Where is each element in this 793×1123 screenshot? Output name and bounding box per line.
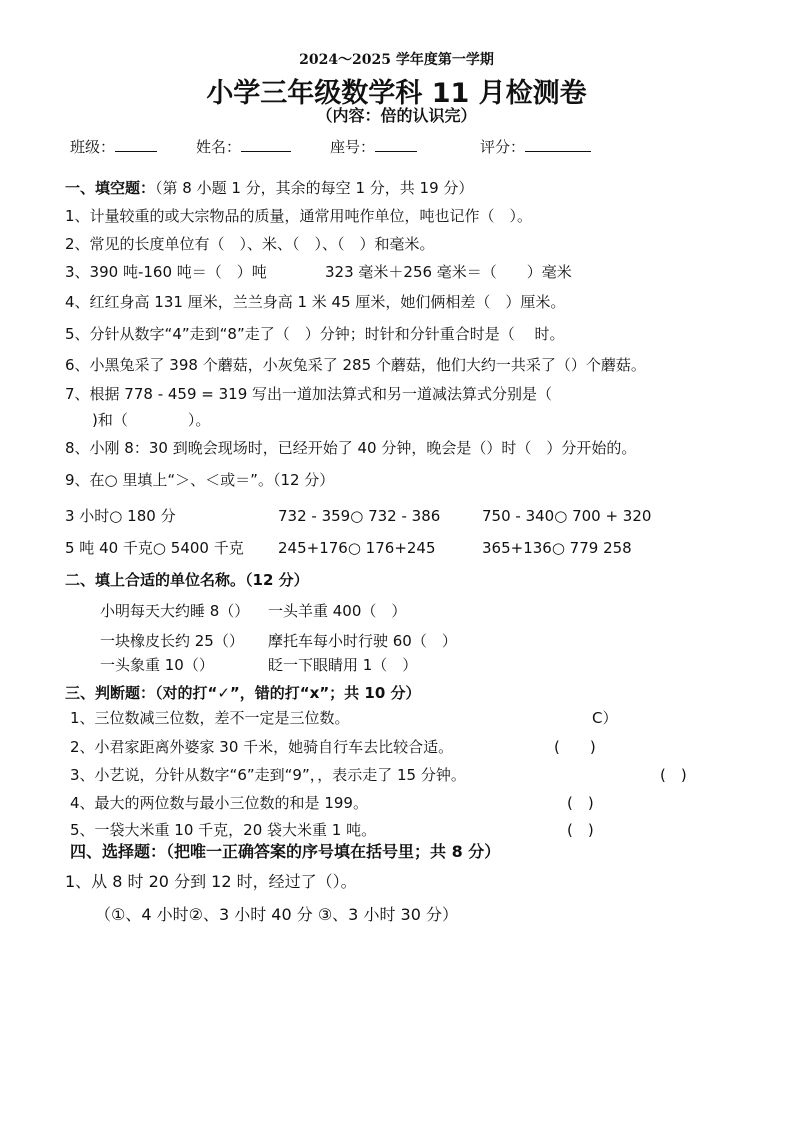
class-field[interactable]: [70, 137, 157, 157]
section-1-heading: 一、填空题：: [65, 179, 156, 197]
s2-item-5: 一头象重 10（）: [100, 656, 214, 674]
s3-answer-4: ( ): [567, 794, 594, 812]
page-subtitle: （内容：倍的认识完）: [316, 106, 477, 125]
score-field[interactable]: [480, 137, 591, 157]
page-title: 小学三年级数学科 11 月检测卷: [206, 78, 587, 109]
s1-question-3b: 323 毫米＋256 毫米＝（ ）毫米: [325, 263, 572, 281]
s3-answer-1: C）: [592, 709, 618, 727]
s4-options: （①、4 小时②、3 小时 40 分 ③、3 小时 30 分）: [95, 905, 458, 924]
class-blank: [115, 137, 157, 152]
compare-item-3: 750 - 340○ 700 + 320: [482, 507, 652, 525]
s1-question-2: 2、常见的长度单位有（ ）、米、（ ）、（ ）和毫米。: [65, 235, 435, 253]
seat-field[interactable]: [330, 137, 417, 157]
section-4-heading: 四、选择题：（把唯一正确答案的序号填在括号里；共 8 分）: [70, 842, 501, 861]
s3-answer-2: ( ): [554, 738, 596, 756]
score-label: 评分：: [480, 138, 526, 156]
s3-question-1: 1、三位数减三位数，差不一定是三位数。: [70, 709, 350, 727]
s1-question-3a: 3、390 吨-160 吨＝（ ）吨: [65, 263, 267, 281]
s4-question-1: 1、从 8 时 20 分到 12 时，经过了（）。: [65, 872, 357, 891]
term-line: 2024～2025 学年度第一学期: [299, 52, 494, 68]
s3-answer-3: ( ): [660, 766, 687, 784]
s2-item-1: 小明每天大约睡 8（）: [100, 602, 250, 620]
name-label: 姓名：: [196, 138, 242, 156]
seat-label: 座号：: [330, 138, 376, 156]
s2-item-2: 一头羊重 400（ ）: [268, 602, 407, 620]
s1-question-5: 5、分针从数字“4”走到“8”走了（ ）分钟；时针和分针重合时是（ 时。: [65, 325, 565, 343]
s3-question-2: 2、小君家距离外婆家 30 千米，她骑自行车去比较合适。: [70, 738, 454, 756]
s1-question-4: 4、红红身高 131 厘米，兰兰身高 1 米 45 厘米，她们俩相差（ ）厘米。: [65, 293, 566, 311]
s3-question-3: 3、小艺说，分针从数字“6”走到“9”，，表示走了 15 分钟。: [70, 766, 466, 784]
s2-item-6: 眨一下眼睛用 1（ ）: [268, 656, 418, 674]
seat-blank: [375, 137, 417, 152]
compare-item-6: 365+136○ 779 258: [482, 539, 632, 557]
section-2-heading: 二、填上合适的单位名称。（12 分）: [65, 571, 309, 589]
s1-question-7b: )和（ ）。: [92, 411, 211, 429]
name-blank: [241, 137, 291, 152]
section-3-heading: 三、判断题：（对的打“✓”，错的打“x”；共 10 分）: [65, 684, 421, 702]
compare-item-5: 245+176○ 176+245: [278, 539, 436, 557]
s1-question-1: 1、计量较重的或大宗物品的质量，通常用吨作单位，吨也记作（ ）。: [65, 207, 533, 225]
s3-question-5: 5、一袋大米重 10 千克，20 袋大米重 1 吨。: [70, 821, 377, 839]
s2-item-4: 摩托车每小时行驶 60（ ）: [268, 632, 457, 650]
s1-question-9: 9、在○ 里填上“＞、＜或＝”。（12 分）: [65, 471, 335, 489]
compare-item-1: 3 小时○ 180 分: [65, 507, 176, 525]
compare-item-2: 732 - 359○ 732 - 386: [278, 507, 441, 525]
name-field[interactable]: [196, 137, 291, 157]
s3-question-4: 4、最大的两位数与最小三位数的和是 199。: [70, 794, 368, 812]
score-blank: [525, 137, 591, 152]
s3-answer-5: ( ): [567, 821, 594, 839]
section-1-header: [65, 178, 473, 198]
s1-question-8: 8、小刚 8：30 到晚会现场时，已经开始了 40 分钟，晚会是（）时（ ）分开始的。: [65, 439, 637, 457]
s1-question-7a: 7、根据 778 - 459 = 319 写出一道加法算式和另一道减法算式分别是（: [65, 385, 553, 403]
s1-question-6: 6、小黑兔采了 398 个蘑菇，小灰兔采了 285 个蘑菇，他们大约一共采了（）个蘑菇。: [65, 356, 646, 374]
section-1-note: （第 8 小题 1 分，其余的每空 1 分，共 19 分）: [155, 179, 474, 197]
class-label: 班级：: [70, 138, 116, 156]
compare-item-4: 5 吨 40 千克○ 5400 千克: [65, 539, 244, 557]
s2-item-3: 一块橡皮长约 25（）: [100, 632, 244, 650]
